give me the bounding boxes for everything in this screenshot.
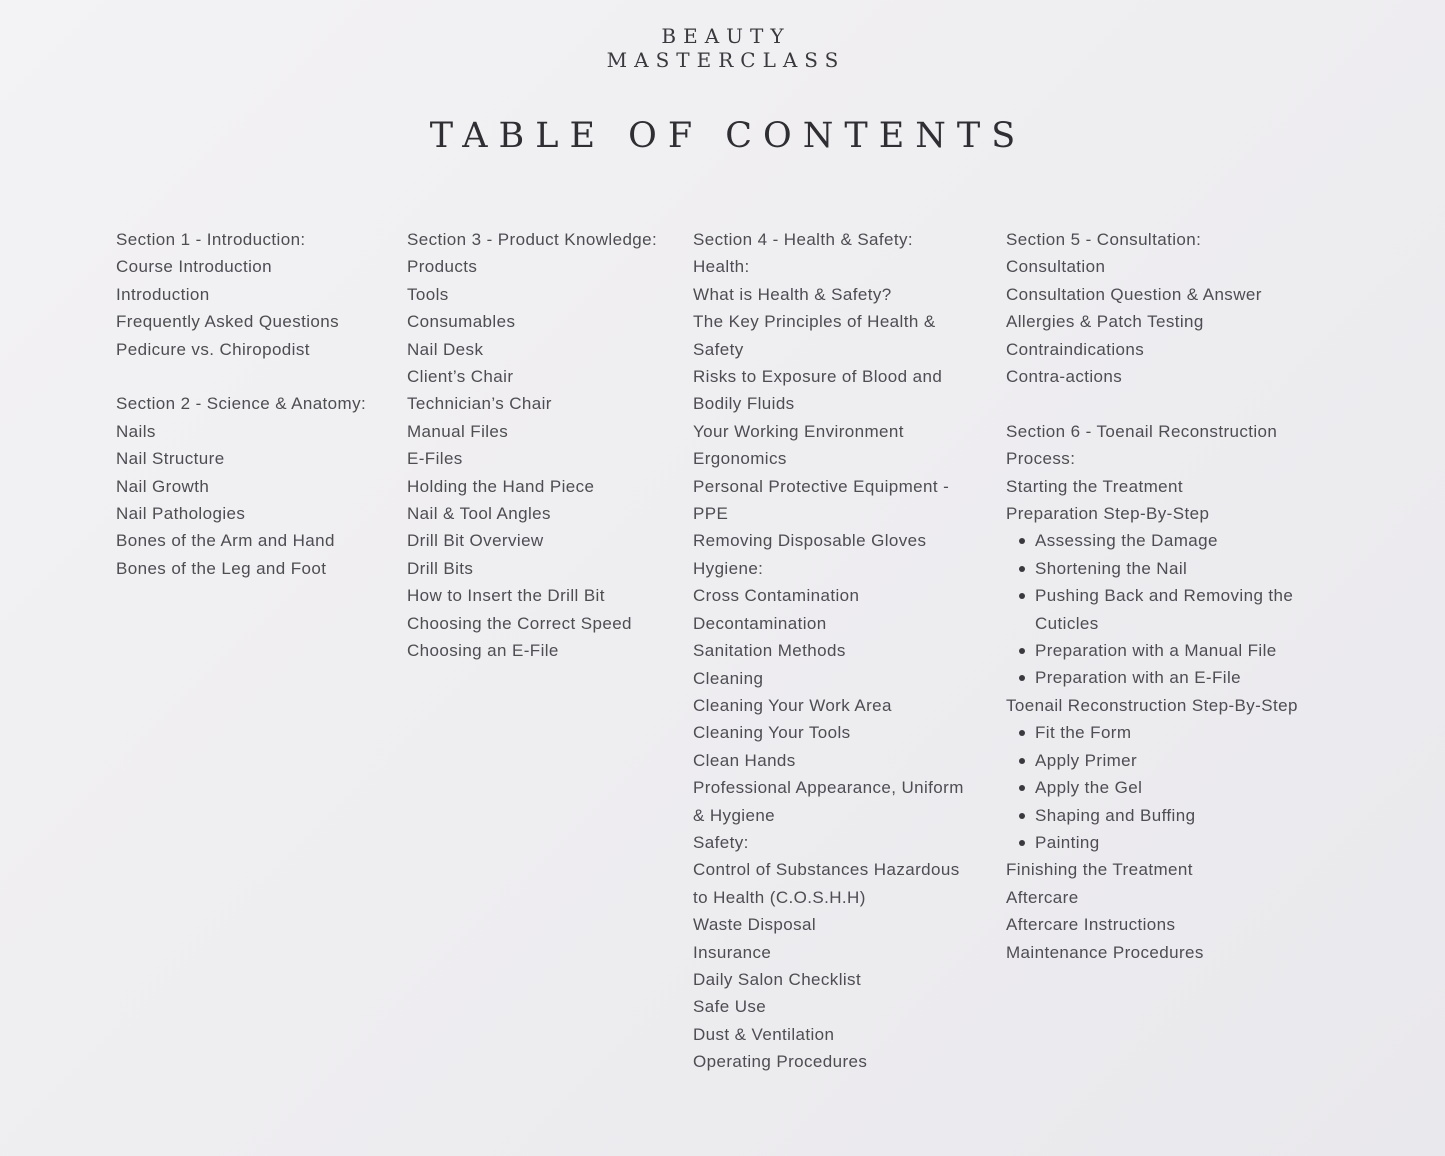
section-gap — [1006, 390, 1326, 417]
toc-item: Holding the Hand Piece — [407, 476, 595, 496]
toc-item: Aftercare — [1006, 887, 1079, 907]
toc-column-4 — [1006, 226, 1326, 966]
bullet-item: Shaping and Buffing — [1006, 802, 1326, 829]
toc-item: Drill Bit Overview — [407, 531, 544, 551]
toc-item-continued: PPE — [693, 504, 729, 524]
brand-line-2: MASTERCLASS — [606, 48, 846, 72]
bullet-item: Assessing the Damage — [1006, 527, 1326, 554]
toc-item: Maintenance Procedures — [1006, 942, 1204, 962]
toc-item: Cleaning — [693, 668, 764, 688]
toc-item: The Key Principles of Health & — [693, 312, 936, 332]
toc-item: What is Health & Safety? — [693, 284, 892, 304]
toc-item: Tools — [407, 284, 449, 304]
toc-item: Toenail Reconstruction Step-By-Step — [1006, 695, 1298, 715]
toc-item: Removing Disposable Gloves — [693, 531, 927, 551]
toc-item-continued: to Health (C.O.S.H.H) — [693, 887, 866, 907]
toc-item: Products — [407, 257, 478, 277]
toc-item: Insurance — [693, 942, 772, 962]
section-heading: Section 5 - Consultation: — [1006, 230, 1202, 249]
toc-item: Choosing the Correct Speed — [407, 613, 632, 633]
toc-item: Ergonomics — [693, 449, 787, 469]
section-heading: Section 4 - Health & Safety: — [693, 230, 914, 249]
toc-item: Nail & Tool Angles — [407, 504, 551, 524]
toc-item: Safe Use — [693, 997, 767, 1017]
toc-item: Allergies & Patch Testing — [1006, 312, 1204, 332]
toc-item: Decontamination — [693, 613, 827, 633]
page-title: TABLE OF CONTENTS — [429, 116, 1027, 156]
toc-item: Nail Structure — [116, 449, 225, 469]
toc-item: Sanitation Methods — [693, 641, 846, 661]
toc-item: Cleaning Your Tools — [693, 723, 851, 743]
toc-subheading: Health: — [693, 257, 750, 277]
toc-item-continued: & Hygiene — [693, 805, 776, 825]
toc-item: Consultation Question & Answer — [1006, 284, 1262, 304]
toc-item: Manual Files — [407, 421, 509, 441]
toc-column-2 — [407, 226, 682, 665]
toc-subheading: Hygiene: — [693, 558, 764, 578]
bullet-item: Painting — [1006, 829, 1326, 856]
toc-item: Bones of the Arm and Hand — [116, 531, 335, 551]
toc-item: Nails — [116, 421, 156, 441]
toc-item: Control of Substances Hazardous — [693, 860, 960, 880]
section-gap — [116, 363, 391, 390]
section-heading: Section 2 - Science & Anatomy: — [116, 394, 367, 414]
toc-item: Cross Contamination — [693, 586, 860, 606]
toc-item: Contraindications — [1006, 339, 1145, 359]
section-heading-continued: Process: — [1006, 449, 1076, 469]
toc-item: Bones of the Leg and Foot — [116, 558, 327, 578]
section-heading: Section 6 - Toenail Reconstruction — [1006, 421, 1278, 441]
toc-item: How to Insert the Drill Bit — [407, 586, 605, 606]
toc-item: Course Introduction — [116, 257, 272, 277]
toc-item: Starting the Treatment — [1006, 476, 1183, 496]
bullet-item: Fit the Form — [1006, 719, 1326, 746]
section-heading: Section 3 - Product Knowledge: — [407, 230, 658, 249]
toc-item: E-Files — [407, 449, 463, 469]
toc-item: Dust & Ventilation — [693, 1024, 835, 1044]
toc-item: Client’s Chair — [407, 367, 514, 387]
toc-item: Technician’s Chair — [407, 394, 552, 414]
bullet-item: Preparation with an E-File — [1006, 664, 1326, 691]
brand-logo — [0, 24, 1445, 72]
toc-item: Operating Procedures — [693, 1052, 868, 1072]
toc-item: Cleaning Your Work Area — [693, 695, 892, 715]
bullet-item-continued: Cuticles — [1035, 613, 1099, 633]
bullet-item: Pushing Back and Removing the — [1006, 582, 1326, 609]
toc-item: Finishing the Treatment — [1006, 860, 1193, 880]
toc-item-continued: Bodily Fluids — [693, 394, 795, 414]
toc-column-3 — [693, 226, 983, 1076]
toc-column-1 — [116, 226, 391, 582]
toc-item-continued: Safety — [693, 339, 744, 359]
section-heading: Section 1 - Introduction: — [116, 230, 306, 249]
bullet-item: Apply the Gel — [1006, 774, 1326, 801]
bullet-item: Apply Primer — [1006, 747, 1326, 774]
toc-item: Preparation Step-By-Step — [1006, 504, 1210, 524]
bullet-item: Preparation with a Manual File — [1006, 637, 1326, 664]
bullet-item: Shortening the Nail — [1006, 555, 1326, 582]
toc-item: Risks to Exposure of Blood and — [693, 367, 943, 387]
toc-item: Introduction — [116, 284, 210, 304]
toc-item: Daily Salon Checklist — [693, 969, 862, 989]
toc-item: Nail Pathologies — [116, 504, 246, 524]
toc-item: Pedicure vs. Chiropodist — [116, 339, 310, 359]
toc-item: Personal Protective Equipment - — [693, 476, 950, 496]
toc-item: Frequently Asked Questions — [116, 312, 340, 332]
toc-item: Consumables — [407, 312, 516, 332]
toc-item: Your Working Environment — [693, 421, 904, 441]
toc-item: Choosing an E-File — [407, 641, 559, 661]
toc-item: Clean Hands — [693, 750, 796, 770]
toc-item: Nail Desk — [407, 339, 484, 359]
toc-item: Aftercare Instructions — [1006, 915, 1176, 935]
toc-item: Consultation — [1006, 257, 1106, 277]
toc-item: Waste Disposal — [693, 915, 817, 935]
toc-item: Professional Appearance, Uniform — [693, 778, 964, 798]
toc-item: Nail Growth — [116, 476, 210, 496]
toc-item: Drill Bits — [407, 558, 474, 578]
toc-item: Contra-actions — [1006, 367, 1123, 387]
brand-line-1: BEAUTY — [661, 24, 791, 48]
toc-subheading: Safety: — [693, 832, 749, 852]
